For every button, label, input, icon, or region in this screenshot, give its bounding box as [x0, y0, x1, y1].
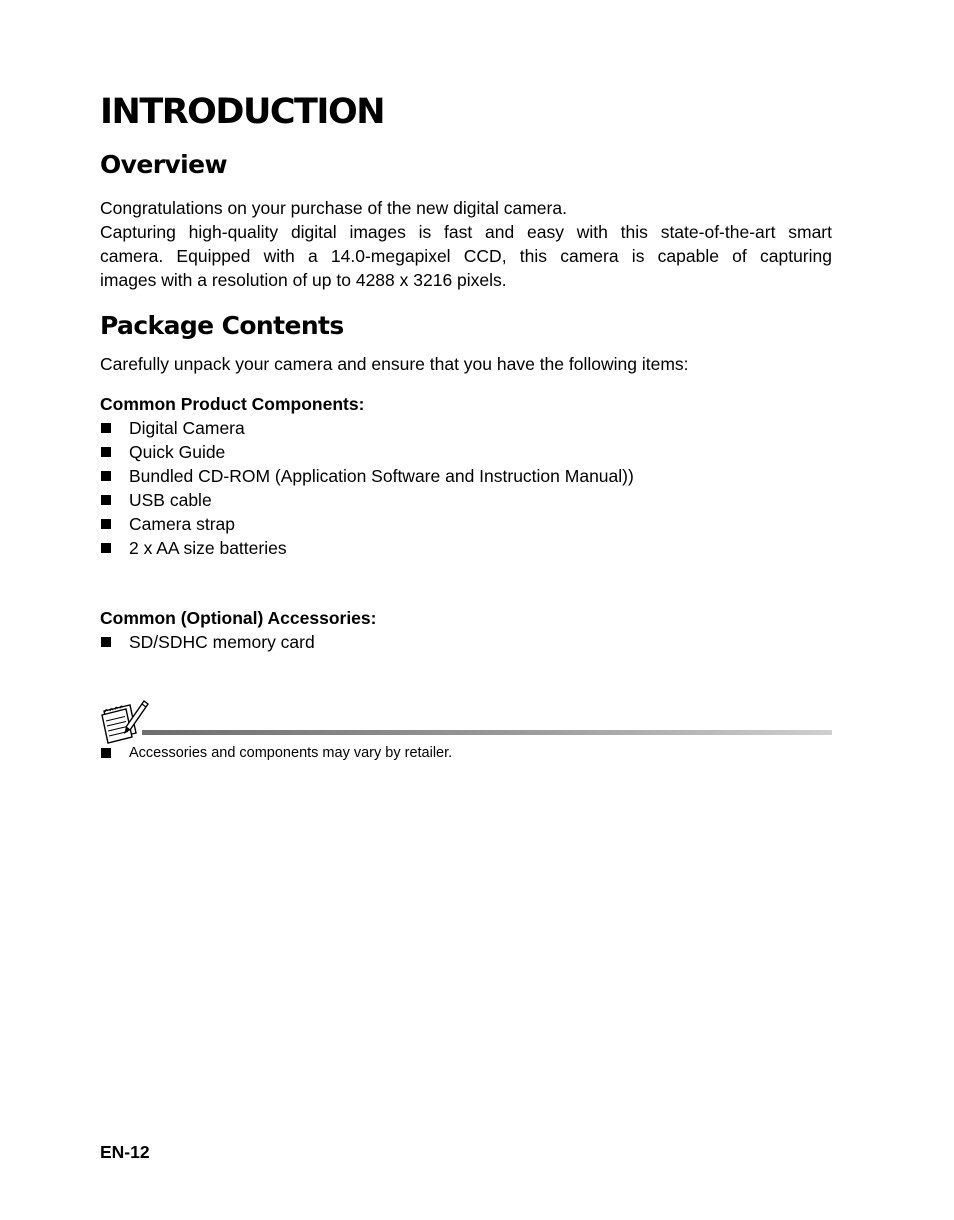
components-heading: Common Product Components:: [100, 394, 365, 414]
overview-heading: Overview: [100, 150, 227, 179]
overview-line: Capturing high-quality digital images is fast and easy with this state-of-the-art smart: [100, 222, 832, 242]
components-list: [100, 416, 634, 560]
square-bullet-icon: [101, 471, 111, 481]
square-bullet-icon: [101, 423, 111, 433]
overview-line: Congratulations on your purchase of the new digital camera.: [100, 198, 567, 218]
package-contents-heading: Package Contents: [100, 311, 344, 340]
list-item: Digital Camera: [100, 416, 634, 440]
square-bullet-icon: [101, 637, 111, 647]
overview-paragraph: [100, 196, 832, 292]
list-item: Quick Guide: [100, 440, 634, 464]
square-bullet-icon: [101, 447, 111, 457]
package-intro: Carefully unpack your camera and ensure that you have the following items:: [100, 354, 689, 374]
page-title: INTRODUCTION: [100, 92, 384, 132]
square-bullet-icon: [101, 519, 111, 529]
square-bullet-icon: [101, 495, 111, 505]
note-list: [100, 742, 452, 764]
overview-line: camera. Equipped with a 14.0-megapixel CCD, this camera is capable of capturing: [100, 246, 832, 266]
accessories-heading: Common (Optional) Accessories:: [100, 608, 377, 628]
square-bullet-icon: [101, 748, 111, 758]
list-item: USB cable: [100, 488, 634, 512]
accessories-list: [100, 630, 315, 654]
list-item: Bundled CD-ROM (Application Software and Instruction Manual)): [100, 464, 634, 488]
list-item: 2 x AA size batteries: [100, 536, 634, 560]
page-number: EN-12: [100, 1142, 150, 1162]
list-item: Accessories and components may vary by retailer.: [100, 742, 452, 764]
memo-pencil-icon: [100, 697, 150, 745]
list-item: Camera strap: [100, 512, 634, 536]
list-item: SD/SDHC memory card: [100, 630, 315, 654]
note-divider: [142, 730, 832, 735]
overview-line: images with a resolution of up to 4288 x 3216 pixels.: [100, 270, 507, 290]
square-bullet-icon: [101, 543, 111, 553]
